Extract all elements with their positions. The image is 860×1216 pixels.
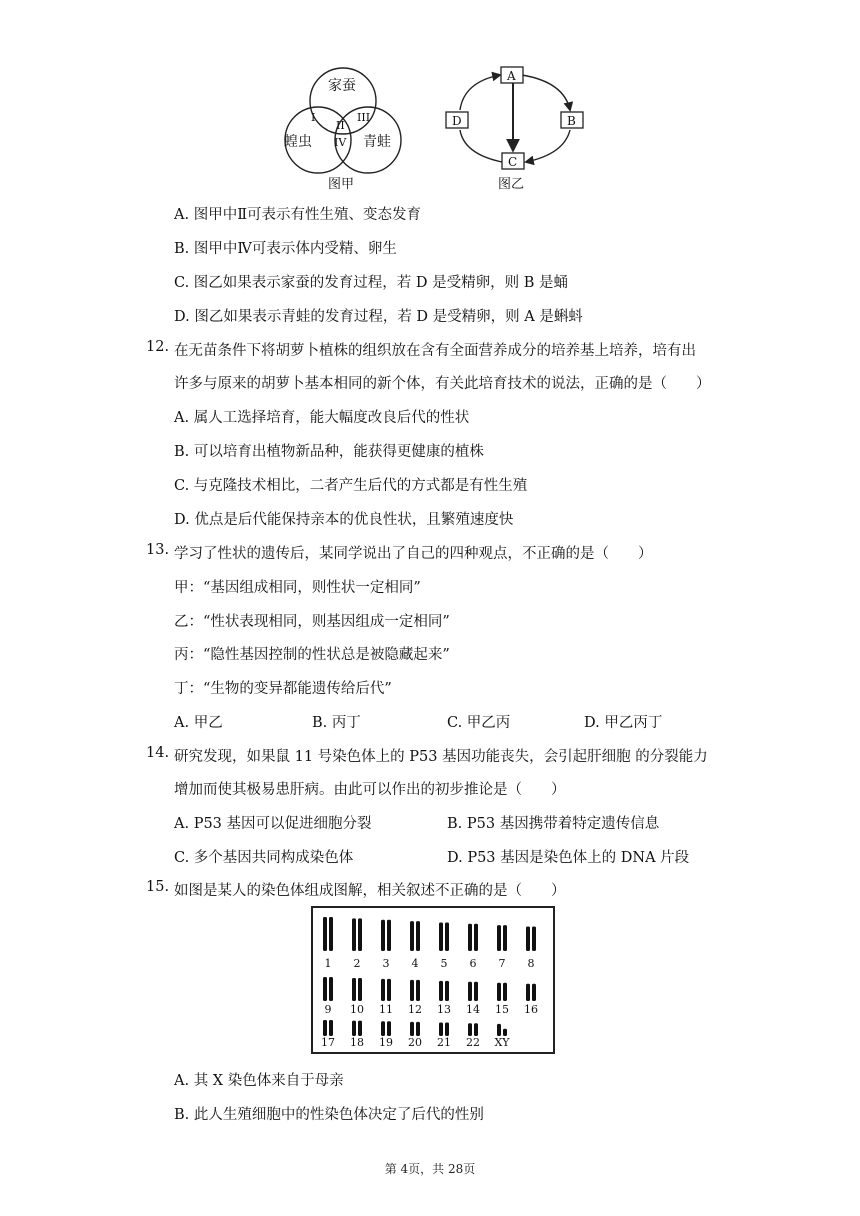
option-letter: C. <box>174 850 190 866</box>
option-letter: A. <box>174 1073 190 1089</box>
option-text: 甲乙丙丁 <box>604 715 663 731</box>
figure-caption-yi: 图乙 <box>498 177 525 192</box>
chromosome-number-label: 13 <box>437 1003 451 1016</box>
region-label-3: III <box>357 111 371 124</box>
page-footer: 第 4页，共 28页 <box>384 1162 476 1176</box>
q11-option-d <box>174 305 583 326</box>
option-letter: D. <box>174 512 190 528</box>
chromosome <box>497 1024 501 1036</box>
chromosome-number-label: 4 <box>411 957 419 970</box>
option-text: 图甲中Ⅳ可表示体内受精、卵生 <box>193 241 397 257</box>
chromosome-number-label: 2 <box>353 957 361 970</box>
q13-statement-yi: 乙：“性状表现相同，则基因组成一定相同” <box>174 614 450 630</box>
q11-option-c <box>174 271 568 292</box>
region-label-2: II <box>336 119 345 132</box>
chromosome <box>503 925 507 951</box>
chromosome-number-label: 5 <box>440 957 448 970</box>
chromosome-number-label: 18 <box>350 1036 364 1049</box>
q15-number: 15. <box>146 879 170 895</box>
chromosome-number-label: 16 <box>524 1003 538 1016</box>
chromosome-number-label: 9 <box>324 1003 332 1016</box>
q14-option-c <box>174 846 353 867</box>
chromosome <box>445 1023 449 1036</box>
chromosome <box>329 1020 333 1036</box>
chromosome-number-label: 8 <box>527 957 535 970</box>
chromosome <box>352 978 356 1001</box>
chromosome-number-label: 3 <box>382 957 390 970</box>
chromosome <box>381 920 385 951</box>
option-text: 属人工选择培育，能大幅度改良后代的性状 <box>193 410 470 426</box>
option-letter: A. <box>174 410 190 426</box>
q13-option-d <box>584 711 662 732</box>
option-text: 优点是后代能保持亲本的优良性状，且繁殖速度快 <box>194 512 514 528</box>
option-text: 甲乙 <box>193 715 223 731</box>
option-text: P53 基因是染色体上的 DNA 片段 <box>467 850 690 866</box>
q13-statement-ding: 丁：“生物的变异都能遗传给后代” <box>174 681 392 697</box>
q15-option-b <box>174 1103 484 1124</box>
option-text: 此人生殖细胞中的性染色体决定了后代的性别 <box>193 1107 484 1123</box>
chromosome <box>468 1023 472 1036</box>
chromosome <box>532 984 536 1001</box>
chromosome <box>532 927 536 951</box>
chromosome-number-label: 20 <box>408 1036 422 1049</box>
chromosome <box>358 1021 362 1036</box>
q13-option-a <box>174 711 223 732</box>
q13-statement-jia: 甲：“基因组成相同，则性状一定相同” <box>174 580 421 596</box>
chromosome <box>474 1023 478 1036</box>
region-label-1: I <box>311 111 316 124</box>
option-text: P53 基因携带着特定遗传信息 <box>466 816 660 832</box>
q15-stem-line1: 如图是某人的染色体组成图解，相关叙述不正确的是（ ） <box>174 883 566 899</box>
q12-stem-line1: 在无苗条件下将胡萝卜植株的组织放在含有全面营养成分的培养基上培养，培有出 <box>174 343 696 359</box>
option-letter: A. <box>174 816 190 832</box>
chromosome <box>439 922 443 951</box>
option-text: 图乙如果表示青蛙的发育过程，若 D 是受精卵，则 A 是蝌蚪 <box>194 309 583 325</box>
chromosome <box>445 922 449 951</box>
option-text: 甲乙丙 <box>466 715 511 731</box>
region-label-4: IV <box>334 136 347 149</box>
option-text: 丙丁 <box>331 715 361 731</box>
circle-label-silkworm: 家蚕 <box>328 78 356 94</box>
q11-option-a <box>174 203 421 224</box>
node-d: D <box>452 114 462 128</box>
chromosome <box>358 918 362 951</box>
circle-label-frog: 青蛙 <box>363 134 391 150</box>
chromosome <box>387 979 391 1001</box>
chromosome <box>352 918 356 951</box>
q14-option-a <box>174 812 372 833</box>
chromosome-number-label: 12 <box>408 1003 422 1016</box>
q13-option-b <box>312 711 361 732</box>
chromosome <box>416 921 420 951</box>
q13-option-c <box>447 711 510 732</box>
chromosome <box>416 1022 420 1036</box>
chromosome <box>526 984 530 1001</box>
chromosome <box>381 1021 385 1036</box>
figure-yi <box>436 62 596 194</box>
chromosome-number-label: 22 <box>466 1036 480 1049</box>
option-letter: A. <box>174 715 190 731</box>
chromosome <box>358 978 362 1001</box>
chromosome <box>468 982 472 1001</box>
option-text: 与克隆技术相比，二者产生后代的方式都是有性生殖 <box>193 478 528 494</box>
option-letter: B. <box>174 1107 190 1123</box>
chromosome <box>503 983 507 1001</box>
q15-option-a <box>174 1069 344 1090</box>
chromosome-number-label: 17 <box>321 1036 335 1049</box>
karyotype-figure <box>310 905 556 1055</box>
chromosome <box>381 979 385 1001</box>
chromosome <box>445 981 449 1001</box>
node-c: C <box>508 155 518 169</box>
chromosome <box>474 924 478 951</box>
option-letter: D. <box>174 309 190 325</box>
chromosome <box>410 980 414 1001</box>
figure-caption-jia: 图甲 <box>328 177 355 192</box>
option-letter: B. <box>174 241 190 257</box>
chromosome-number-label: 15 <box>495 1003 509 1016</box>
chromosome <box>323 917 327 951</box>
chromosome <box>474 982 478 1001</box>
option-text: 图乙如果表示家蚕的发育过程，若 D 是受精卵，则 B 是蛹 <box>193 275 569 291</box>
chromosome <box>526 927 530 951</box>
q14-number: 14. <box>146 745 170 761</box>
option-letter: D. <box>447 850 463 866</box>
chromosome-number-label: 14 <box>466 1003 480 1016</box>
chromosome <box>497 925 501 951</box>
q12-option-d <box>174 508 513 529</box>
circle-label-locust: 蝗虫 <box>284 134 312 150</box>
chromosome <box>416 980 420 1001</box>
chromosome-number-label: 21 <box>437 1036 451 1049</box>
q14-stem-line1: 研究发现，如果鼠 11 号染色体上的 P53 基因功能丧失，会引起肝细胞 的分裂能力 <box>174 749 708 765</box>
chromosome <box>410 921 414 951</box>
option-text: 可以培育出植物新品种，能获得更健康的植株 <box>193 444 484 460</box>
q12-option-c <box>174 474 527 495</box>
option-letter: C. <box>174 478 190 494</box>
option-text: 图甲中Ⅱ可表示有性生殖、变态发育 <box>193 207 422 223</box>
q13-number: 13. <box>146 542 170 558</box>
option-letter: B. <box>447 816 463 832</box>
q13-statement-bing: 丙：“隐性基因控制的性状总是被隐藏起来” <box>174 647 450 663</box>
chromosome <box>497 983 501 1001</box>
chromosome <box>323 1020 327 1036</box>
option-letter: D. <box>584 715 600 731</box>
option-letter: A. <box>174 207 190 223</box>
q12-number: 12. <box>146 339 170 355</box>
q14-stem-line2: 增加而使其极易患肝病。由此可以作出的初步推论是（ ） <box>174 782 566 798</box>
chromosome-number-label: 6 <box>469 957 477 970</box>
chromosome-number-label: 19 <box>379 1036 393 1049</box>
chromosome-number-label: 1 <box>324 957 332 970</box>
chromosome <box>503 1029 507 1036</box>
chromosome <box>323 977 327 1001</box>
option-letter: B. <box>174 444 190 460</box>
chromosome <box>410 1022 414 1036</box>
chromosome <box>439 981 443 1001</box>
q12-option-a <box>174 406 469 427</box>
chromosome <box>387 1021 391 1036</box>
chromosome <box>352 1021 356 1036</box>
q12-stem-line2: 许多与原来的胡萝卜基本相同的新个体，有关此培育技术的说法，正确的是（ ） <box>174 376 711 392</box>
chromosome <box>387 920 391 951</box>
chromosome-number-label: 7 <box>498 957 506 970</box>
chromosome <box>329 917 333 951</box>
q14-option-b <box>447 812 659 833</box>
chromosome <box>329 977 333 1001</box>
option-letter: C. <box>174 275 190 291</box>
option-letter: C. <box>447 715 463 731</box>
q13-stem-line1: 学习了性状的遗传后，某同学说出了自己的四种观点，不正确的是（ ） <box>174 546 653 562</box>
node-b: B <box>567 114 576 128</box>
q14-option-d <box>447 846 689 867</box>
option-letter: B. <box>312 715 328 731</box>
option-text: P53 基因可以促进细胞分裂 <box>193 816 372 832</box>
chromosome-number-label: 11 <box>379 1003 393 1016</box>
q12-option-b <box>174 440 484 461</box>
chromosome-number-label: XY <box>494 1036 510 1049</box>
figure-jia <box>268 66 418 194</box>
chromosome <box>439 1023 443 1036</box>
chromosome <box>468 924 472 951</box>
q11-option-b <box>174 237 397 258</box>
node-a: A <box>507 69 516 83</box>
option-text: 其 X 染色体来自于母亲 <box>193 1073 344 1089</box>
option-text: 多个基因共同构成染色体 <box>193 850 354 866</box>
chromosome-number-label: 10 <box>350 1003 364 1016</box>
